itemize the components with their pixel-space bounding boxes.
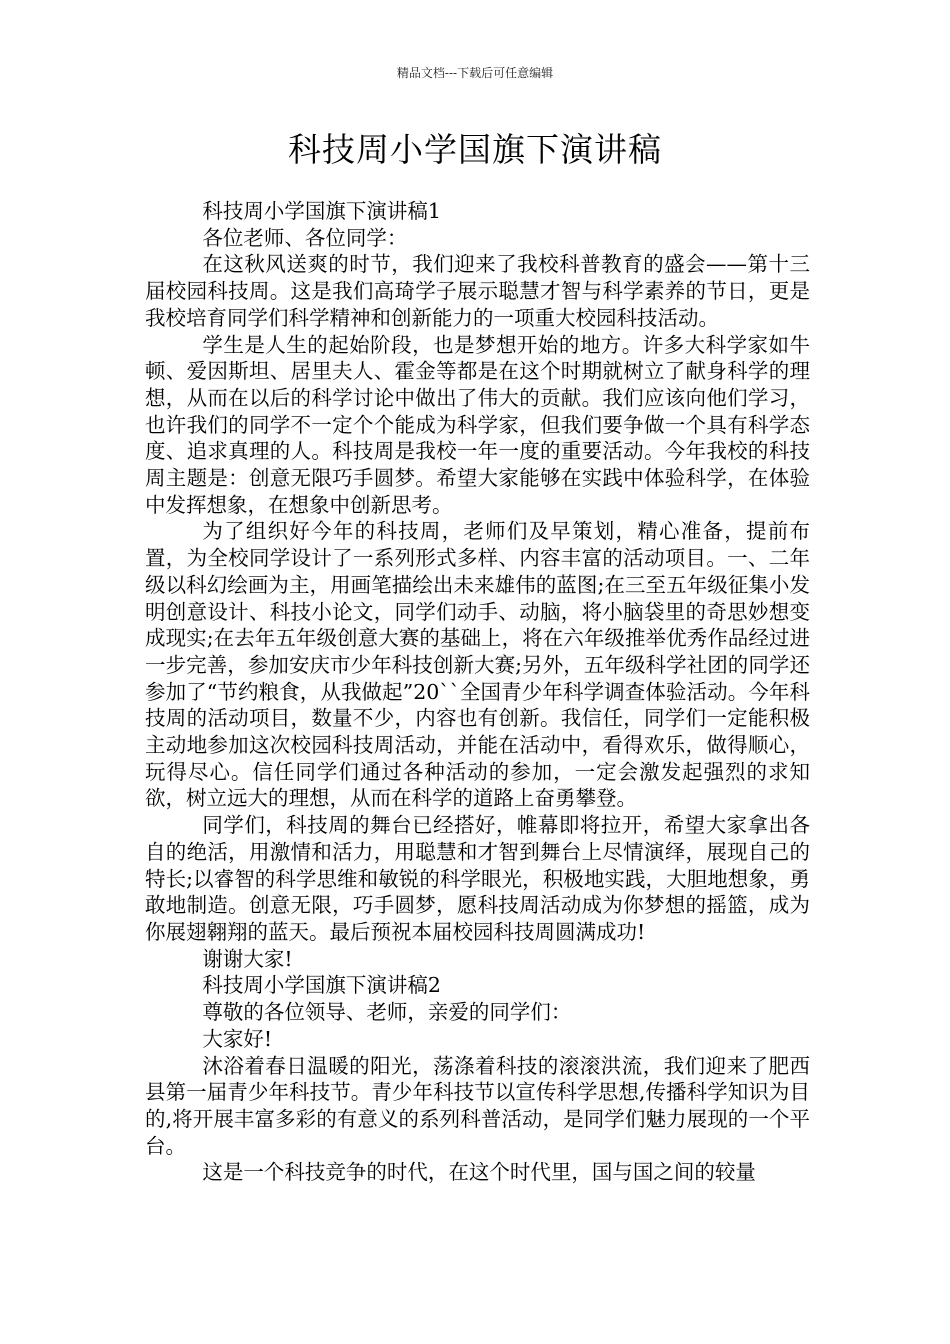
body-paragraph: 在这秋风送爽的时节，我们迎来了我校科普教育的盛会——第十三届校园科技周。这是我们高琦学子展示聪慧才智与科学素养的节日，更是我校培育同学们科学精神和创新能力的一项重大校园科技活动。 [145,252,810,330]
page-header: 精品文档---下载后可任意编辑 [396,66,554,80]
salutation-1: 各位老师、各位同学： [202,225,408,250]
body-paragraph: 沐浴着春日温暖的阳光，荡涤着科技的滚滚洪流，我们迎来了肥西县第一届青少年科技节。青少年科技节以宣传科学思想,传播科学知识为目的,将开展丰富多彩的有意义的系列科普活动，是同学们魅力展现的一个平台。 [145,1053,810,1158]
body-paragraph: 学生是人生的起始阶段，也是梦想开始的地方。许多大科学家如牛顿、爱因斯坦、居里夫人、霍金等都是在这个时期就树立了献身科学的理想，从而在以后的科学讨论中做出了伟大的贡献。我们应该向他们学习，也许我们的同学不一定个个能成为科学家，但我们要争做一个具有科学态度、追求真理的人。科技周是我校一年一度的重要活动。今年我校的科技周主题是：创意无限巧手圆梦。希望大家能够在实践中体验科学，在体验中发挥想象，在想象中创新思考。 [145,332,810,517]
closing-thanks: 谢谢大家! [202,946,293,971]
subheading-speech-1: 科技周小学国旗下演讲稿1 [202,199,441,223]
body-paragraph: 这是一个科技竞争的时代，在这个时代里，国与国之间的较量 [202,1160,756,1185]
salutation-2: 尊敬的各位领导、老师，亲爱的同学们： [202,1000,572,1025]
document-body [145,198,810,1186]
body-paragraph: 为了组织好今年的科技周，老师们及早策划，精心准备，提前布置，为全校同学设计了一系列形式多样、内容丰富的活动项目。一、二年级以科幻绘画为主，用画笔描绘出未来雄伟的蓝图;在三至五年级征集小发明创意设计、科技小论文，同学们动手、动脑，将小脑袋里的奇思妙想变成现实;在去年五年级创意大赛的基础上，将在六年级推举优秀作品经过进一步完善，参加安庆市少年科技创新大赛;另外，五年级科学社团的同学还参加了“节约粮食，从我做起”20``全国青少年科学调查体验活动。今年科技周的活动项目，数量不少，内容也有创新。我信任，同学们一定能积极主动地参加这次校园科技周活动，并能在活动中，看得欢乐，做得顺心，玩得尽心。信任同学们通过各种活动的参加，一定会激发起强烈的求知欲，树立远大的理想，从而在科学的道路上奋勇攀登。 [145,519,810,811]
greeting: 大家好! [202,1026,273,1051]
body-paragraph: 同学们，科技周的舞台已经搭好，帷幕即将拉开，希望大家拿出各自的绝活，用激情和活力，用聪慧和才智到舞台上尽情演绎，展现自己的特长;以睿智的科学思维和敏锐的科学眼光，积极地实践，大胆地想象，勇敢地制造。创意无限，巧手圆梦，愿科技周活动成为你梦想的摇篮，成为你展翅翱翔的蓝天。最后预祝本届校园科技周圆满成功! [145,813,810,944]
subheading-speech-2: 科技周小学国旗下演讲稿2 [202,973,441,998]
document-title: 科技周小学国旗下演讲稿 [288,130,662,169]
